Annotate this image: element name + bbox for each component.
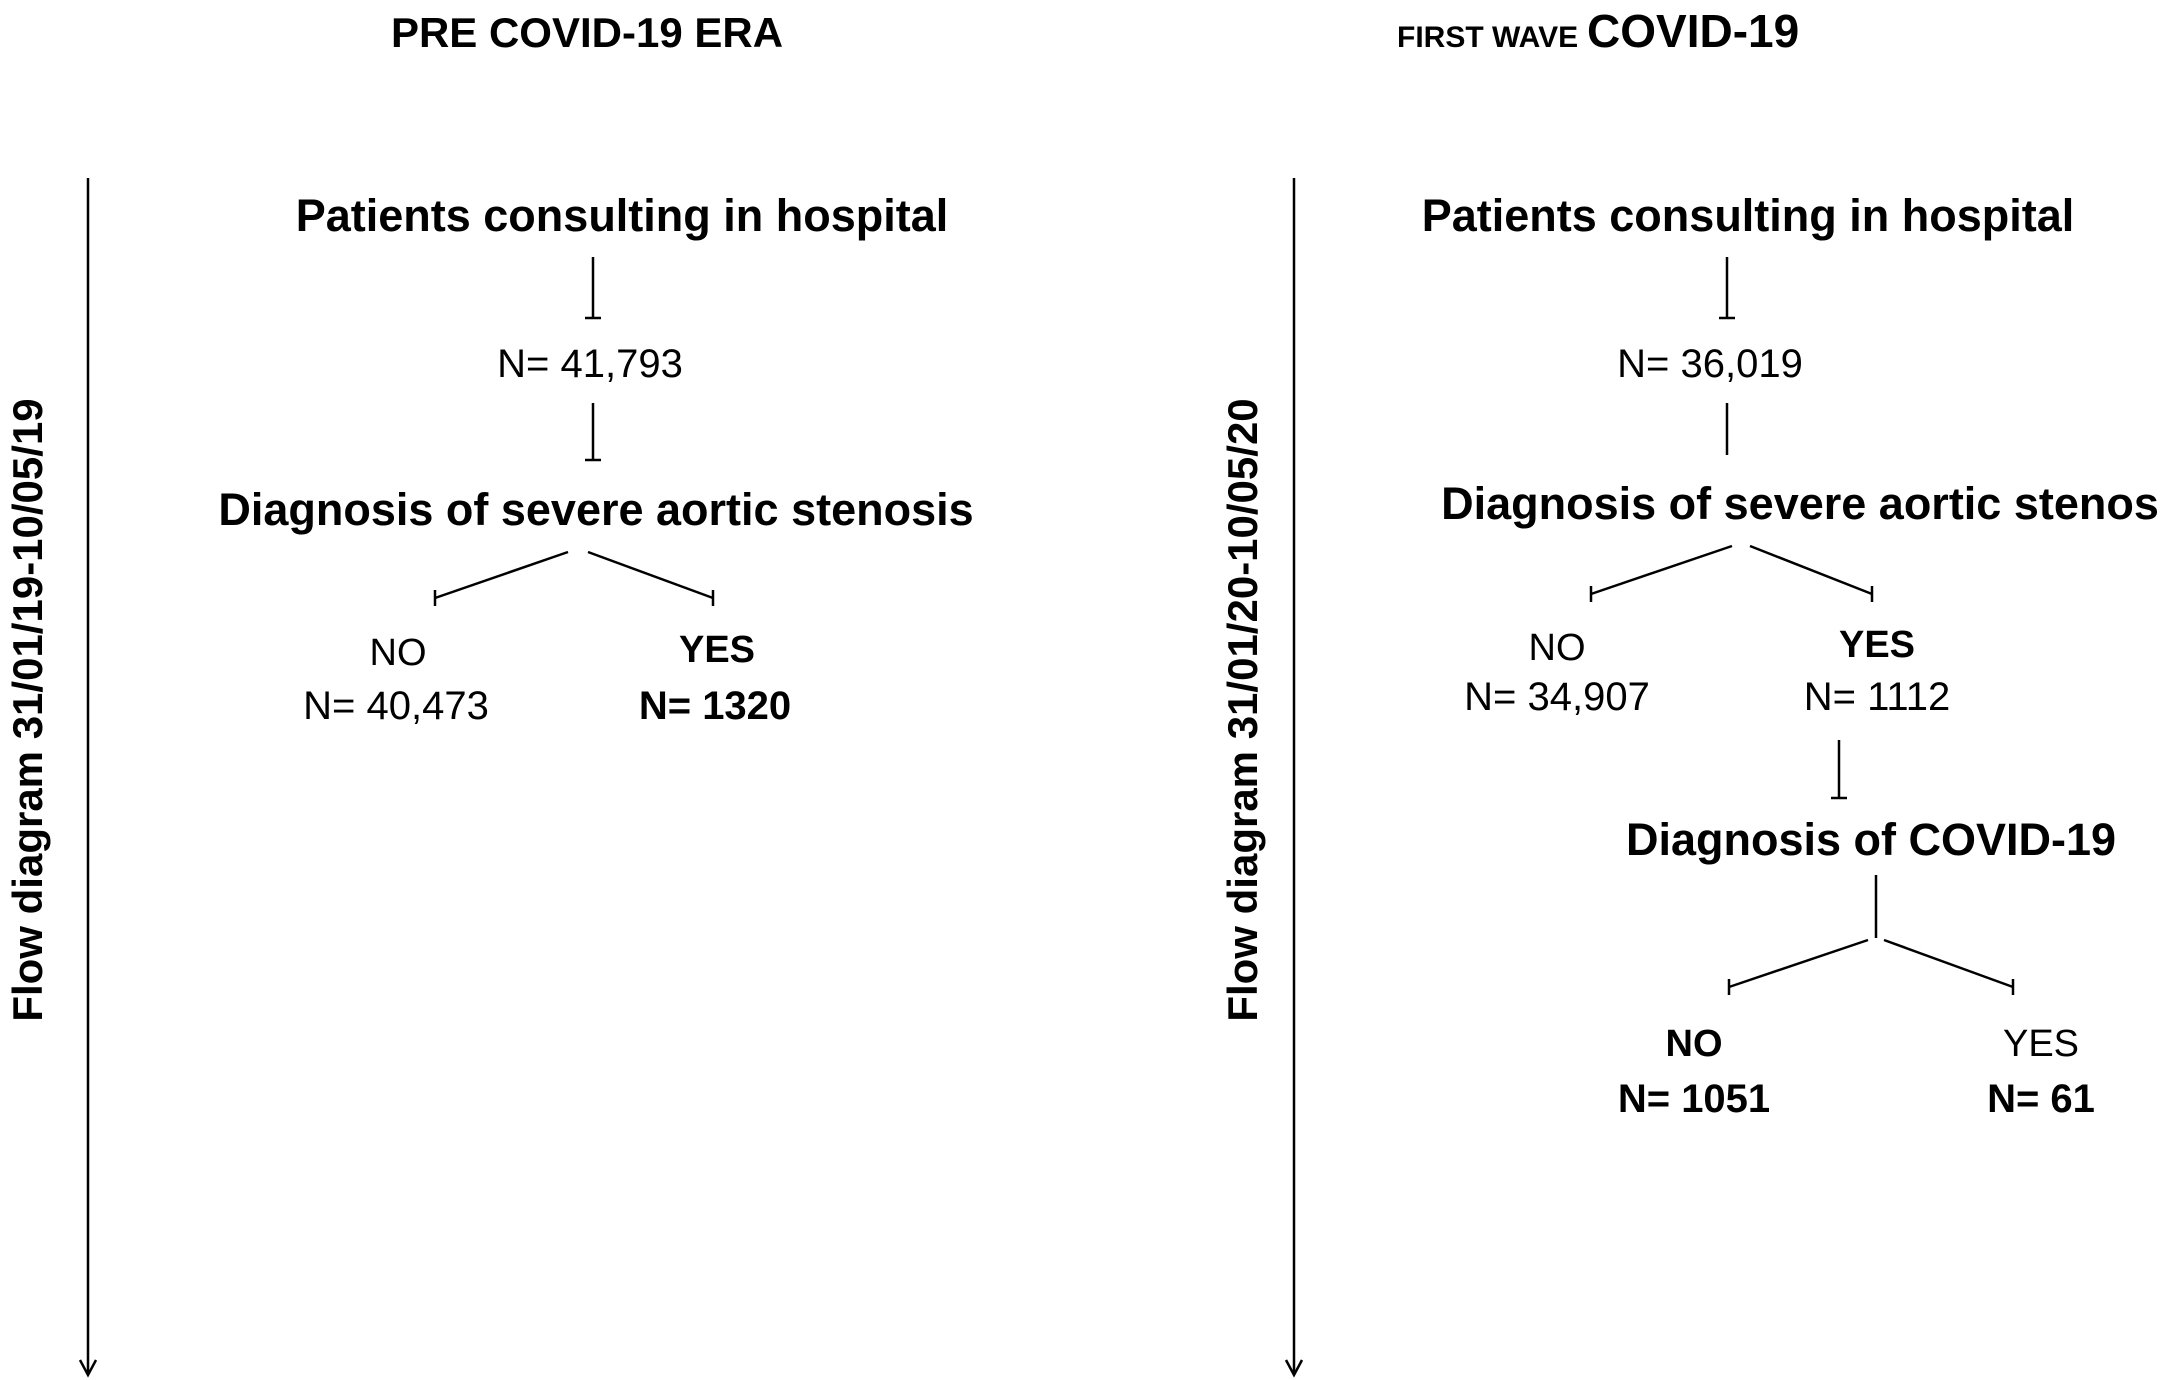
title-first-wave-main: COVID-19 [1587,5,1800,57]
branch-yes-left [588,552,713,598]
left-start-count: N= 41,793 [497,342,683,386]
title-first-wave-prefix: FIRST WAVE [1397,21,1579,54]
title-pre-covid: PRE COVID-19 ERA [390,9,784,56]
right-covid-no-label: NO [1665,1023,1723,1065]
right-yes-count: N= 1112 [1803,675,1951,719]
right-covid-diagnosis-node: Diagnosis of COVID-19 [1625,814,2117,865]
branch-no-right [1591,546,1732,594]
branch-covid-yes [1884,940,2013,987]
right-no-label: NO [1528,627,1586,669]
branch-no-left [435,552,568,598]
left-diagnosis-node: Diagnosis of severe aortic stenosis [218,484,974,535]
right-covid-yes-count: N= 61 [1987,1077,2095,1121]
right-yes-label: YES [1838,624,1916,666]
branch-covid-no [1729,940,1868,987]
right-covid-no-count: N= 1051 [1617,1077,1771,1121]
timeline-label-right: Flow diagram 31/01/20-10/05/20 [1219,398,1266,1022]
right-covid-yes-label: YES [2002,1023,2080,1065]
right-start-node: Patients consulting in hospital [1421,190,2075,241]
branch-yes-right [1750,546,1872,594]
left-no-count: N= 40,473 [303,684,489,728]
right-diagnosis-node: Diagnosis of severe aortic stenos [1441,478,2159,529]
left-no-label: NO [369,632,427,674]
left-yes-label: YES [678,629,756,671]
left-start-node: Patients consulting in hospital [295,190,949,241]
right-start-count: N= 36,019 [1617,342,1803,386]
timeline-label-left: Flow diagram 31/01/19-10/05/19 [4,398,51,1022]
left-yes-count: N= 1320 [638,684,792,728]
title-first-wave [1397,5,1800,57]
right-no-count: N= 34,907 [1464,675,1650,719]
